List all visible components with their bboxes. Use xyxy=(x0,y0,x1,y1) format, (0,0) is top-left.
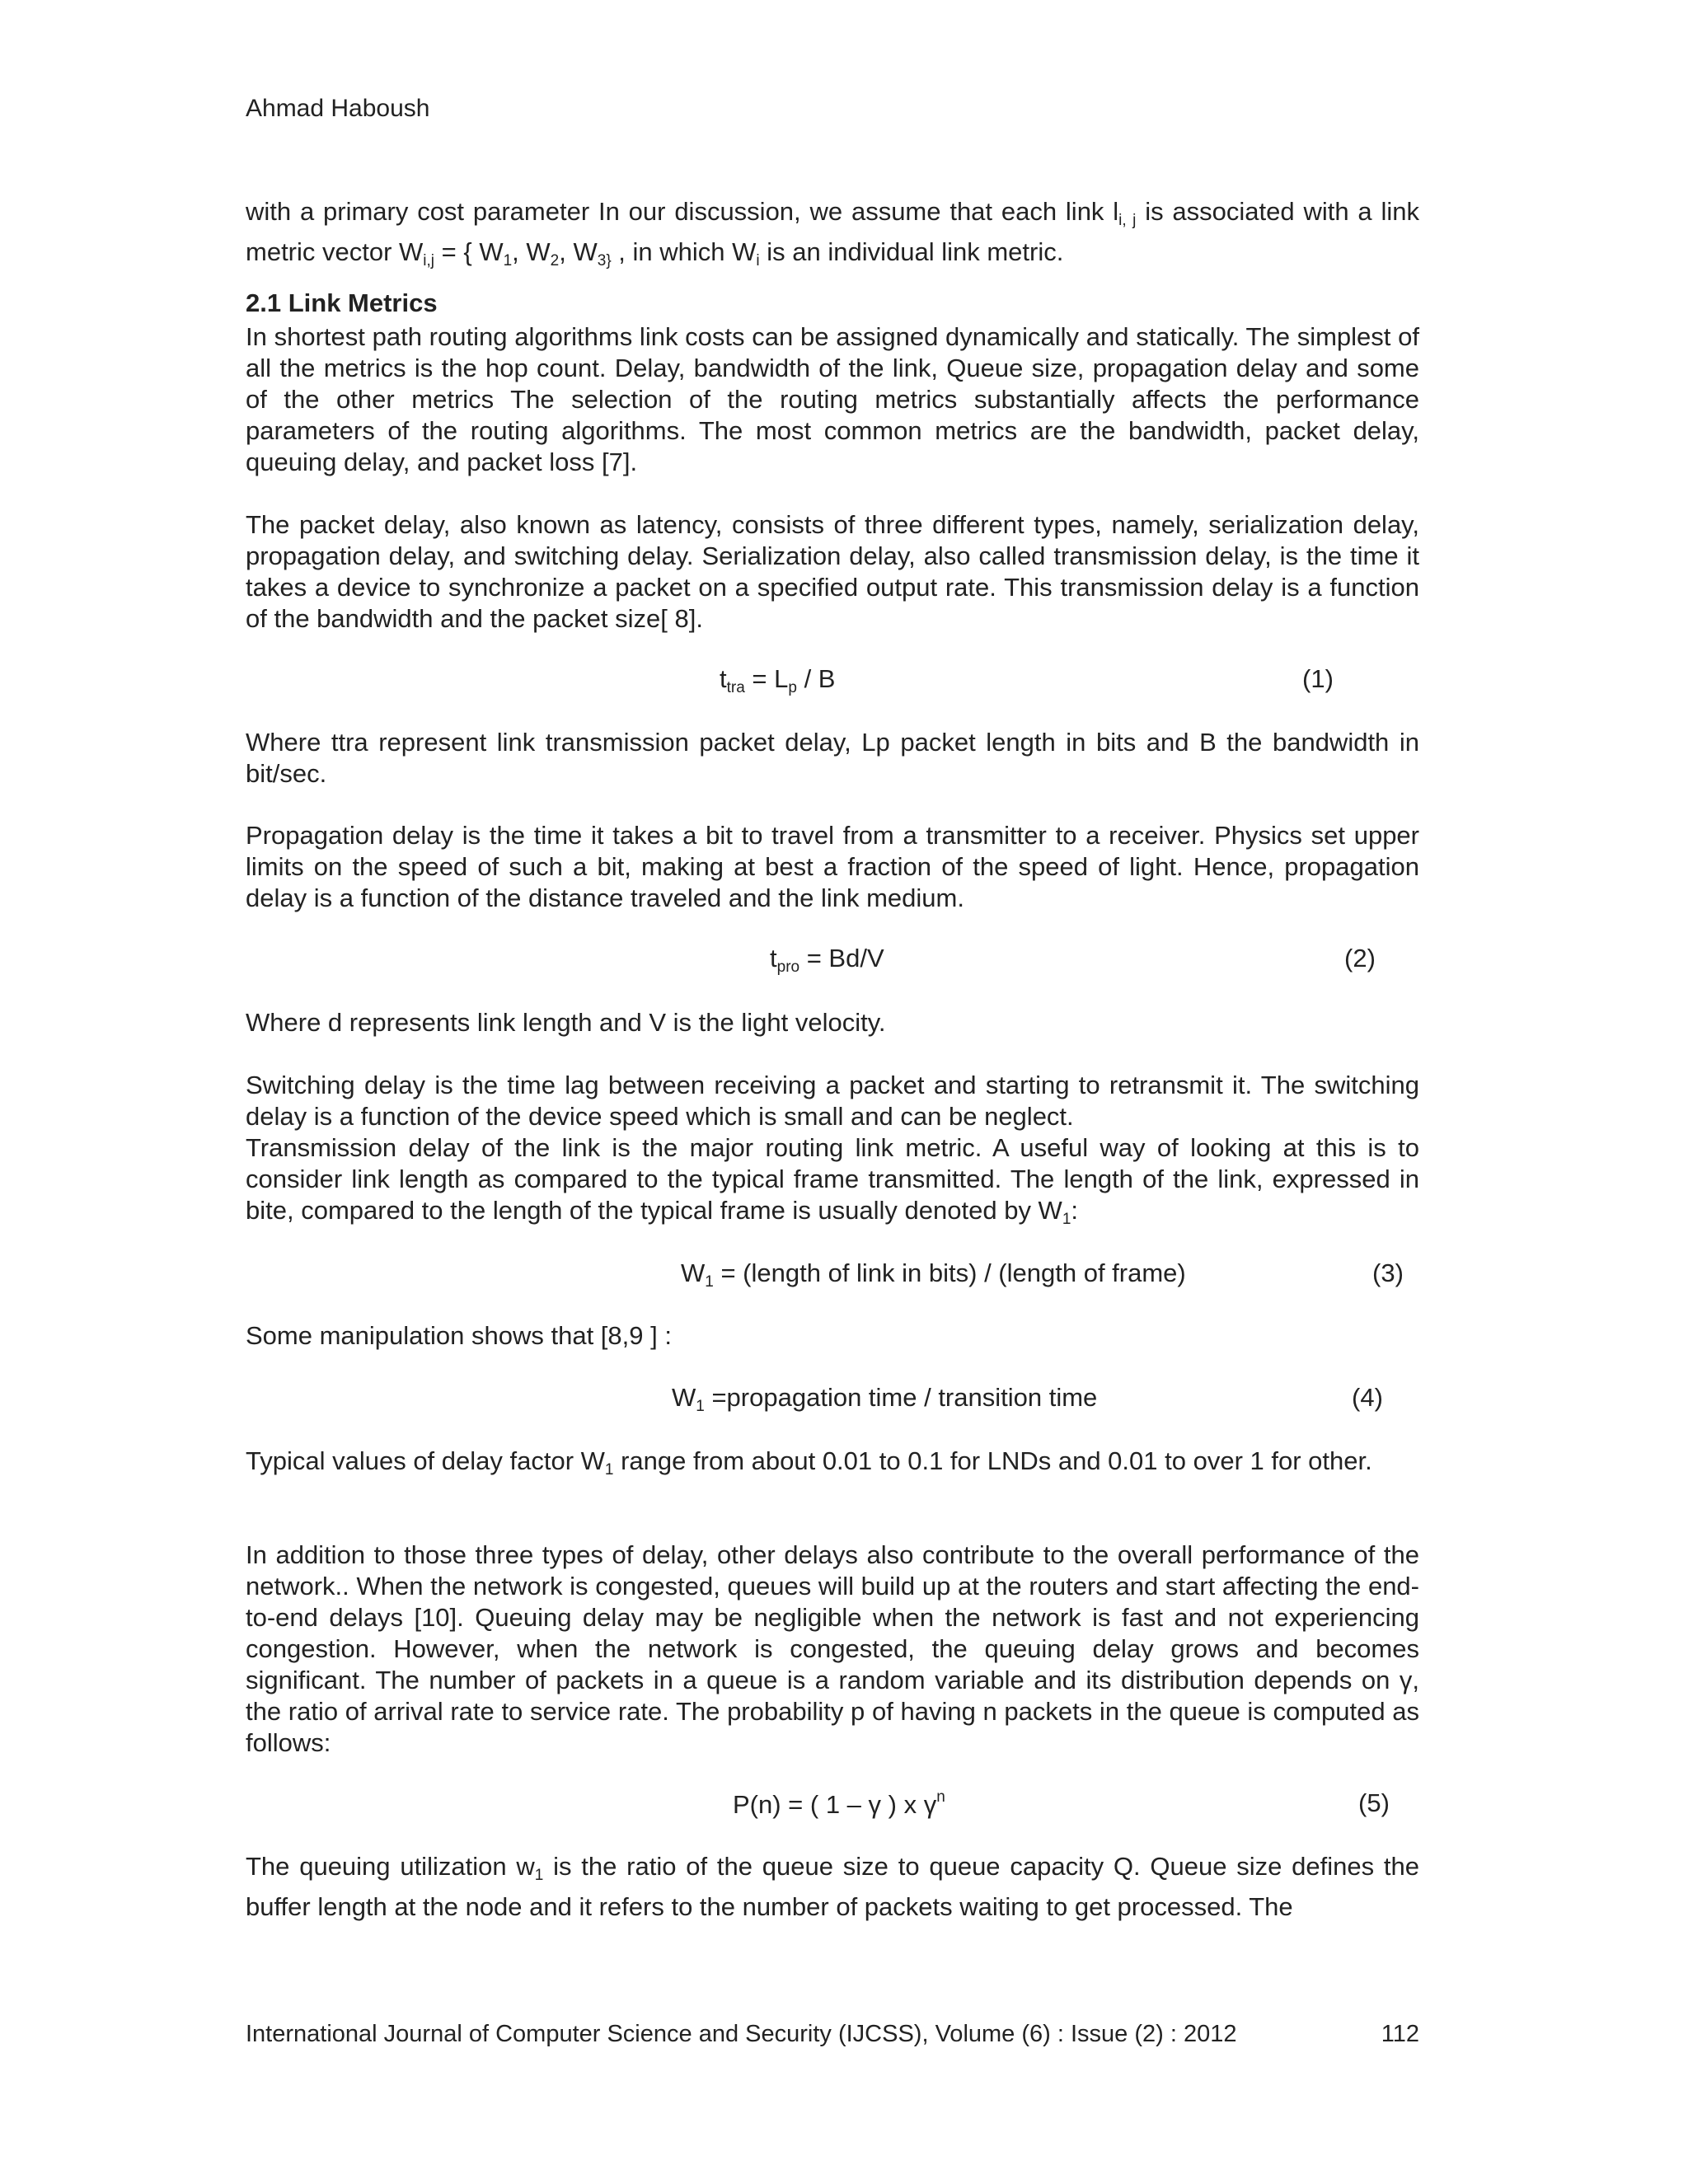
equation-3-number: (3) xyxy=(1372,1258,1404,1287)
equation-4-number: (4) xyxy=(1352,1383,1383,1412)
intro-paragraph: with a primary cost parameter In our discussion, we assume that each link $l_{i, j}$ is associated with a link metric vector $W_{i,j}$ = { $W_1$, $W_2$, $W_{3\}}$ , in which $W_i$ is an individual link metric. xyxy=(246,197,1419,269)
running-header-author: Ahmad Haboush xyxy=(246,95,430,122)
paragraph-packet-delay: The packet delay, also known as latency, consists of three different types, namely, serialization delay, propagation delay, and switching delay. Serialization delay, also called transmission delay, is the time it takes a device to synchronize a packet on a specified output rate. This transmission delay is a function of the bandwidth and the packet size[ 8]. xyxy=(246,510,1419,633)
equation-5-number: (5) xyxy=(1358,1788,1390,1817)
equation-4: $W_1$ =propagation time / transition time xyxy=(672,1383,1098,1415)
paper-page xyxy=(246,0,1419,2184)
equation-3: $W_1$ = (length of link in bits) / (length of frame) xyxy=(681,1258,1186,1291)
paragraph-propagation-delay: Propagation delay is the time it takes a bit to travel from a transmitter to a receiver. Physics set upper limits on the speed of such a bit, making at best a fraction of the speed of light. Hence, propagation delay is a function of the distance traveled and the link medium. xyxy=(246,821,1419,912)
paragraph-switching-delay: Switching delay is the time lag between receiving a packet and starting to retransmit it. The switching delay is a function of the device speed which is small and can be neglect. xyxy=(246,1071,1419,1131)
equation-1: $t_{tra} = L_p / B$ xyxy=(720,664,836,696)
paragraph-queuing-delay: In addition to those three types of delay, other delays also contribute to the overall performance of the network.. When the network is congested, queues will build up at the routers and start affecting the end-to-end delays [10]. Queuing delay may be negligible when the network is fast and not experiencing congestion. However, when the network is congested, the queuing delay grows and becomes significant. The number of packets in a queue is a random variable and its distribution depends on γ, the ratio of arrival rate to service rate. The probability p of having n packets in the queue is computed as follows: xyxy=(246,1540,1419,1757)
paragraph-delay-factor: Typical values of delay factor $W_1$ range from about 0.01 to 0.1 for LNDs and 0.01 to over 1 for other. xyxy=(246,1446,1372,1479)
page-number: 112 xyxy=(1381,2021,1419,2047)
footer-journal: International Journal of Computer Science and Security (IJCSS), Volume (6) : Issue (2) : 2012 xyxy=(246,2021,1237,2047)
section-heading: 2.1 Link Metrics xyxy=(246,288,438,317)
paragraph-d-definition: Where d represents link length and V is the light velocity. xyxy=(246,1008,886,1037)
equation-1-number: (1) xyxy=(1302,664,1334,693)
equation-5: P(n) = ( 1 – γ ) x $\gamma^n$ xyxy=(733,1788,945,1819)
equation-2-number: (2) xyxy=(1344,944,1376,972)
paragraph-transmission-delay: Transmission delay of the link is the major routing link metric. A useful way of looking at this is to consider link length as compared to the typical frame transmitted. The length of the link, expressed in bite, compared to the length of the typical frame is usually denoted by $W_1$: xyxy=(246,1133,1419,1228)
paragraph-queuing-utilization: The queuing utilization $w_1$ is the ratio of the queue size to queue capacity Q. Queue size defines the buffer length at the node and it refers to the number of packets waiting to get processed. The xyxy=(246,1852,1419,1921)
paragraph-link-metrics: In shortest path routing algorithms link costs can be assigned dynamically and statically. The simplest of all the metrics is the hop count. Delay, bandwidth of the link, Queue size, propagation delay and some of the other metrics The selection of the routing metrics substantially affects the performance parameters of the routing algorithms. The most common metrics are the bandwidth, packet delay, queuing delay, and packet loss [7]. xyxy=(246,322,1419,476)
paragraph-manipulation: Some manipulation shows that [8,9 ] : xyxy=(246,1321,672,1350)
paragraph-ttra-definition: Where ttra represent link transmission packet delay, Lp packet length in bits and B the bandwidth in bit/sec. xyxy=(246,728,1419,788)
equation-2: $t_{pro} = Bd/V$ xyxy=(770,944,884,976)
